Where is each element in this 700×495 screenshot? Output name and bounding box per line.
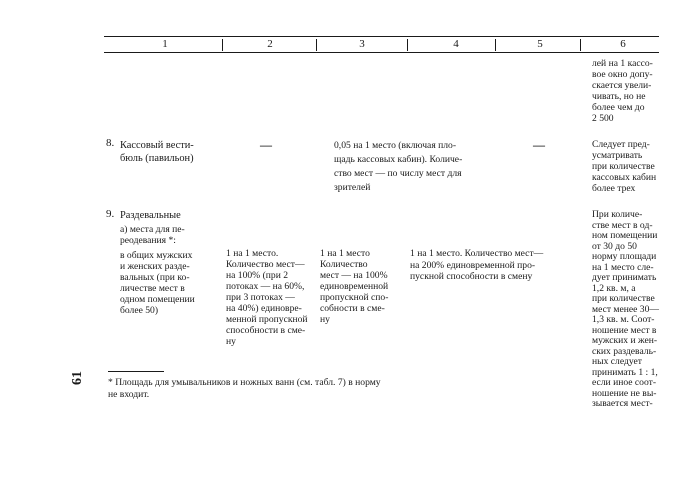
row9-sub-a: а) места для пе- реодевания *: bbox=[120, 224, 185, 246]
row8-col2-dash: — bbox=[260, 138, 272, 152]
row9-col45: 1 на 1 место. Количество мест— на 200% единовременной про- пускной способности в смену bbox=[410, 248, 544, 282]
column-number-4: 4 bbox=[453, 38, 459, 50]
column-separator bbox=[222, 39, 223, 51]
column-separator bbox=[580, 39, 581, 51]
row8-name: Кассовый вести- бюль (павильон) bbox=[120, 140, 194, 164]
row8-col6: Следует пред- усматривать при количестве кассовых кабин более трех bbox=[592, 139, 657, 194]
footnote-rule bbox=[108, 371, 164, 372]
column-number-5: 5 bbox=[537, 38, 543, 50]
row9-name: Раздевальные bbox=[120, 210, 181, 221]
page-number: 61 bbox=[70, 371, 85, 385]
column-number-2: 2 bbox=[267, 38, 273, 50]
header-bottom-rule bbox=[104, 52, 659, 53]
row9-sub-a-detail: в общих мужских и женских разде- вальных (при ко- личестве мест в одном помещении более 50) bbox=[120, 250, 195, 316]
row9-col3: 1 на 1 место Количество мест — на 100% единовременной пропускной спо- собности в сме- ну bbox=[320, 248, 389, 325]
row9-col2: 1 на 1 место. Количество мест— на 100% (при 2 потоках — на 60%, при 3 потоках — на 40%) единовре- менной пропускной способности в сме- ну bbox=[226, 248, 308, 347]
row9-col6: При количе- стве мест в од- ном помещении от 30 до 50 норму площади на 1 место сле- дует принимать 1,2 кв. м, а при количестве мест менее 30— 1,3 кв. м. Соот- ношение мест в мужских и жен- ских раздеваль- ных следует принимать 1 : 1, если иное соот- ношение не вы- зывается мест- bbox=[592, 209, 659, 409]
column-number-3: 3 bbox=[359, 38, 365, 50]
column-number-1: 1 bbox=[162, 38, 168, 50]
column-number-6: 6 bbox=[620, 38, 626, 50]
continuation-col6: лей на 1 кассо- вое окно допу- скается увели- чивать, но не более чем до 2 500 bbox=[592, 58, 653, 124]
column-separator bbox=[407, 39, 408, 51]
row8-col3: 0,05 на 1 место (включая пло- щадь кассовых кабин). Количе- ство мест — по числу мест для зрителей bbox=[334, 140, 463, 193]
header-top-rule bbox=[104, 36, 659, 37]
row8-number: 8. bbox=[106, 137, 115, 149]
row9-number: 9. bbox=[106, 208, 115, 220]
column-separator bbox=[316, 39, 317, 51]
column-separator bbox=[495, 39, 496, 51]
footnote-text: * Площадь для умывальников и ножных ванн (см. табл. 7) в норму не входит. bbox=[108, 377, 381, 400]
row8-col5-dash: — bbox=[533, 138, 545, 152]
